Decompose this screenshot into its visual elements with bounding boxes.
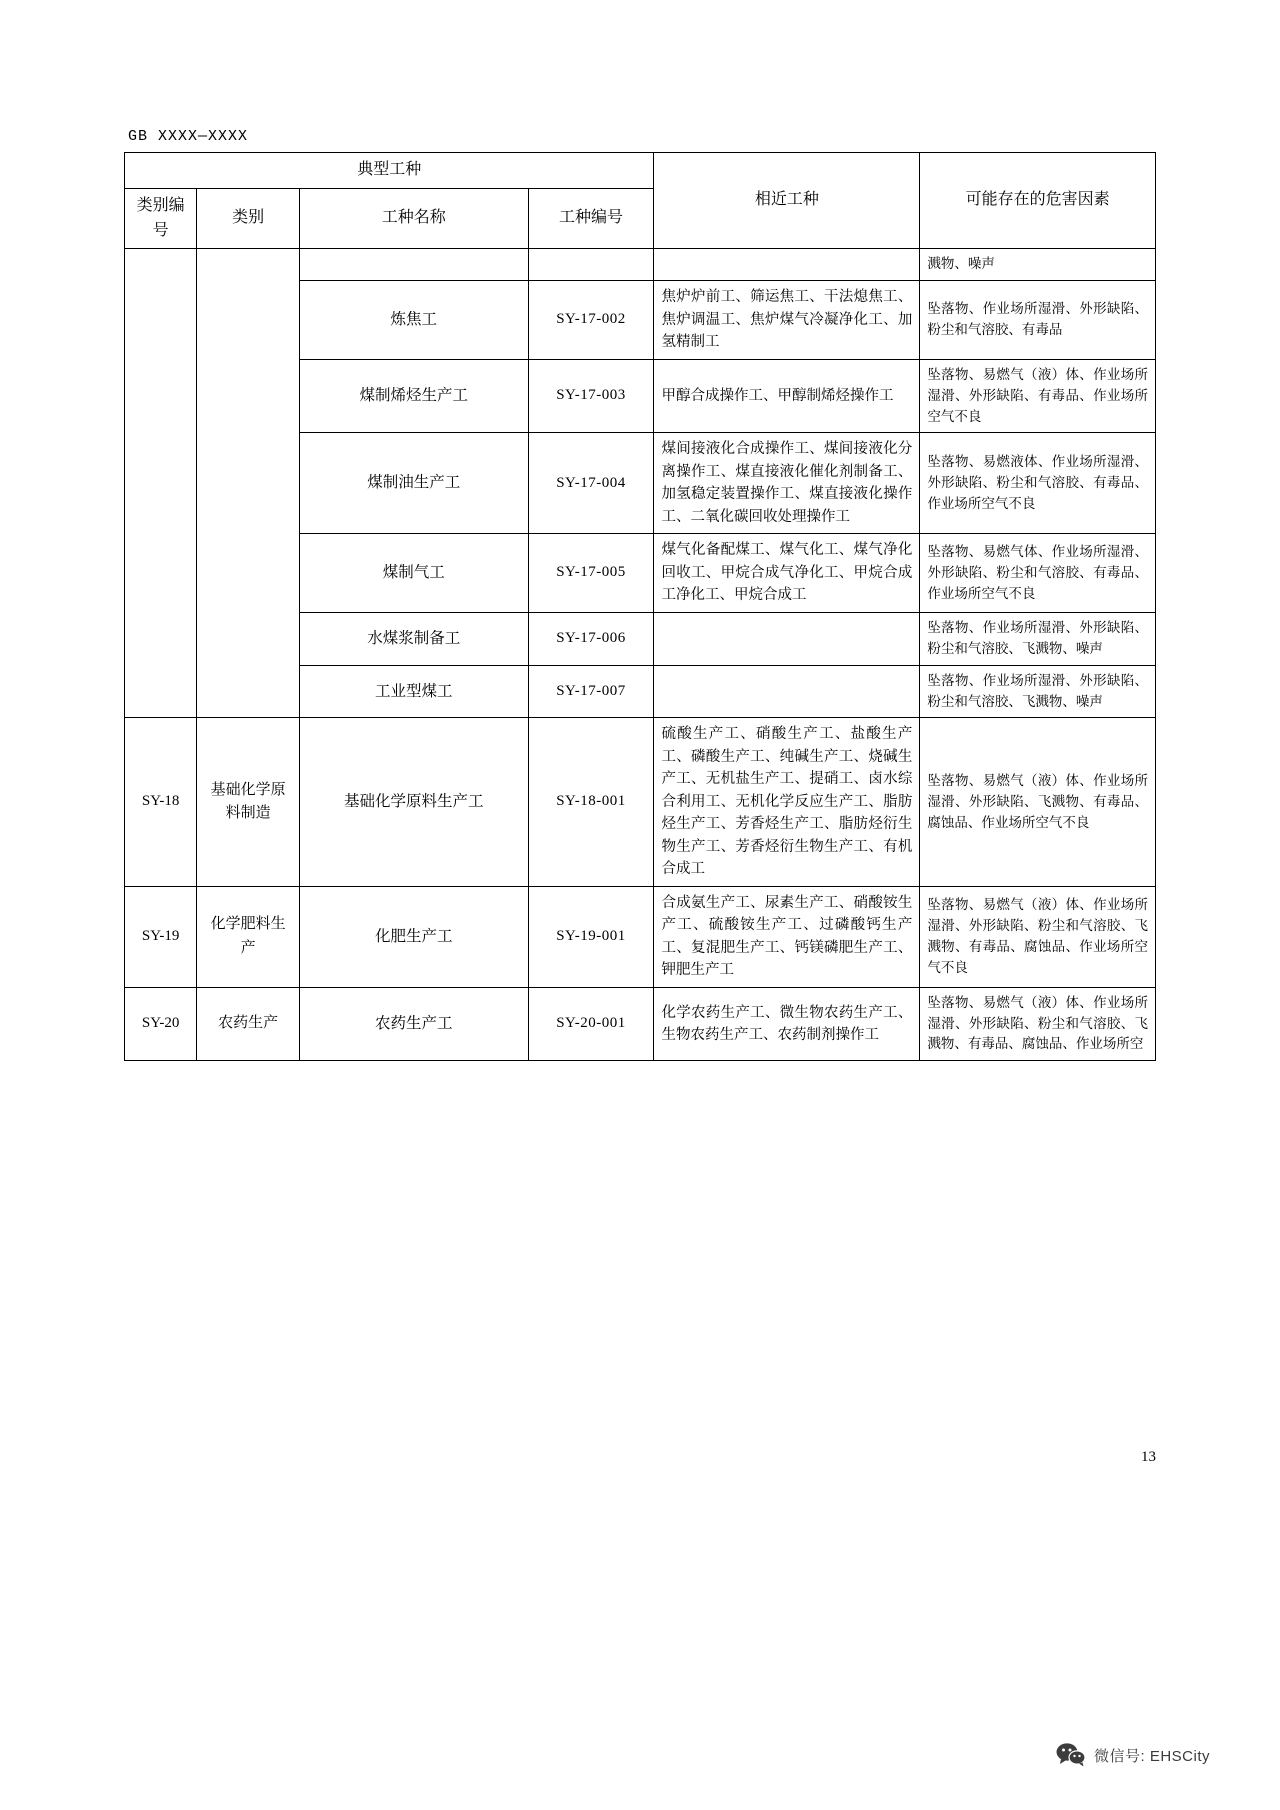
cell-hazards: 坠落物、作业场所湿滑、外形缺陷、粉尘和气溶胶、有毒品 — [920, 281, 1156, 359]
cell-job-code — [528, 249, 654, 281]
cell-similar-jobs: 化学农药生产工、微生物农药生产工、生物农药生产工、农药制剂操作工 — [654, 987, 920, 1061]
cell-similar-jobs: 煤气化备配煤工、煤气化工、煤气净化回收工、甲烷合成气净化工、甲烷合成工净化工、甲烷合成工 — [654, 534, 920, 612]
header-similar-jobs: 相近工种 — [654, 153, 920, 249]
cell-category-code — [125, 249, 197, 718]
cell-job-name: 水煤浆制备工 — [299, 612, 528, 665]
cell-hazards: 坠落物、易燃气（液）体、作业场所湿滑、外形缺陷、有毒品、作业场所空气不良 — [920, 359, 1156, 433]
table-row — [125, 718, 1156, 886]
table-header-row-1 — [125, 153, 1156, 189]
cell-job-code: SY-17-004 — [528, 433, 654, 534]
cell-job-name: 煤制烯烃生产工 — [299, 359, 528, 433]
cell-hazards: 坠落物、易燃气体、作业场所湿滑、外形缺陷、粉尘和气溶胶、有毒品、作业场所空气不良 — [920, 534, 1156, 612]
cell-category: 化学肥料生产 — [197, 886, 300, 987]
cell-similar-jobs: 焦炉炉前工、筛运焦工、干法熄焦工、焦炉调温工、焦炉煤气冷凝净化工、加氢精制工 — [654, 281, 920, 359]
cell-job-name: 炼焦工 — [299, 281, 528, 359]
table-row — [125, 886, 1156, 987]
wechat-icon — [1056, 1742, 1086, 1768]
cell-hazards: 坠落物、易燃气（液）体、作业场所湿滑、外形缺陷、粉尘和气溶胶、飞溅物、有毒品、腐蚀品、作业场所空 — [920, 987, 1156, 1061]
cell-category-code: SY-18 — [125, 718, 197, 886]
cell-job-code: SY-17-003 — [528, 359, 654, 433]
watermark-label: 微信号: EHSCity — [1093, 1747, 1210, 1765]
cell-category-code: SY-19 — [125, 886, 197, 987]
page-number: 13 — [1141, 1449, 1156, 1465]
cell-hazards: 溅物、噪声 — [920, 249, 1156, 281]
cell-job-name: 煤制气工 — [299, 534, 528, 612]
cell-similar-jobs: 甲醇合成操作工、甲醇制烯烃操作工 — [654, 359, 920, 433]
header-category-code: 类别编号 — [125, 188, 197, 249]
cell-job-code: SY-17-002 — [528, 281, 654, 359]
table-row — [125, 249, 1156, 281]
cell-job-code: SY-17-007 — [528, 665, 654, 718]
cell-category: 农药生产 — [197, 987, 300, 1061]
job-hazard-table — [124, 152, 1156, 1061]
watermark — [1056, 1742, 1210, 1768]
cell-job-name — [299, 249, 528, 281]
table-row — [125, 987, 1156, 1061]
cell-job-code: SY-20-001 — [528, 987, 654, 1061]
cell-similar-jobs — [654, 249, 920, 281]
cell-hazards: 坠落物、易燃气（液）体、作业场所湿滑、外形缺陷、飞溅物、有毒品、腐蚀品、作业场所空气不良 — [920, 718, 1156, 886]
cell-hazards: 坠落物、作业场所湿滑、外形缺陷、粉尘和气溶胶、飞溅物、噪声 — [920, 665, 1156, 718]
header-hazards: 可能存在的危害因素 — [920, 153, 1156, 249]
cell-hazards: 坠落物、作业场所湿滑、外形缺陷、粉尘和气溶胶、飞溅物、噪声 — [920, 612, 1156, 665]
cell-job-name: 化肥生产工 — [299, 886, 528, 987]
cell-hazards: 坠落物、易燃液体、作业场所湿滑、外形缺陷、粉尘和气溶胶、有毒品、作业场所空气不良 — [920, 433, 1156, 534]
header-job-code: 工种编号 — [528, 188, 654, 249]
cell-job-name: 农药生产工 — [299, 987, 528, 1061]
header-job-name: 工种名称 — [299, 188, 528, 249]
cell-similar-jobs — [654, 612, 920, 665]
cell-job-name: 工业型煤工 — [299, 665, 528, 718]
cell-job-code: SY-19-001 — [528, 886, 654, 987]
cell-job-code: SY-17-005 — [528, 534, 654, 612]
cell-job-name: 基础化学原料生产工 — [299, 718, 528, 886]
cell-hazards: 坠落物、易燃气（液）体、作业场所湿滑、外形缺陷、粉尘和气溶胶、飞溅物、有毒品、腐蚀品、作业场所空气不良 — [920, 886, 1156, 987]
cell-similar-jobs: 合成氨生产工、尿素生产工、硝酸铵生产工、硫酸铵生产工、过磷酸钙生产工、复混肥生产工、钙镁磷肥生产工、钾肥生产工 — [654, 886, 920, 987]
cell-job-code: SY-18-001 — [528, 718, 654, 886]
cell-similar-jobs: 硫酸生产工、硝酸生产工、盐酸生产工、磷酸生产工、纯碱生产工、烧碱生产工、无机盐生产工、提硝工、卤水综合利用工、无机化学反应生产工、脂肪烃生产工、芳香烃生产工、脂肪烃衍生物生产工、芳香烃衍生物生产工、有机合成工 — [654, 718, 920, 886]
cell-category — [197, 249, 300, 718]
cell-category: 基础化学原料制造 — [197, 718, 300, 886]
cell-job-name: 煤制油生产工 — [299, 433, 528, 534]
header-group-typical-jobs: 典型工种 — [125, 153, 654, 189]
cell-job-code: SY-17-006 — [528, 612, 654, 665]
header-category: 类别 — [197, 188, 300, 249]
cell-category-code: SY-20 — [125, 987, 197, 1061]
cell-similar-jobs: 煤间接液化合成操作工、煤间接液化分离操作工、煤直接液化催化剂制备工、加氢稳定装置操作工、煤直接液化操作工、二氧化碳回收处理操作工 — [654, 433, 920, 534]
cell-similar-jobs — [654, 665, 920, 718]
standard-code-header: GB XXXX—XXXX — [128, 128, 249, 145]
